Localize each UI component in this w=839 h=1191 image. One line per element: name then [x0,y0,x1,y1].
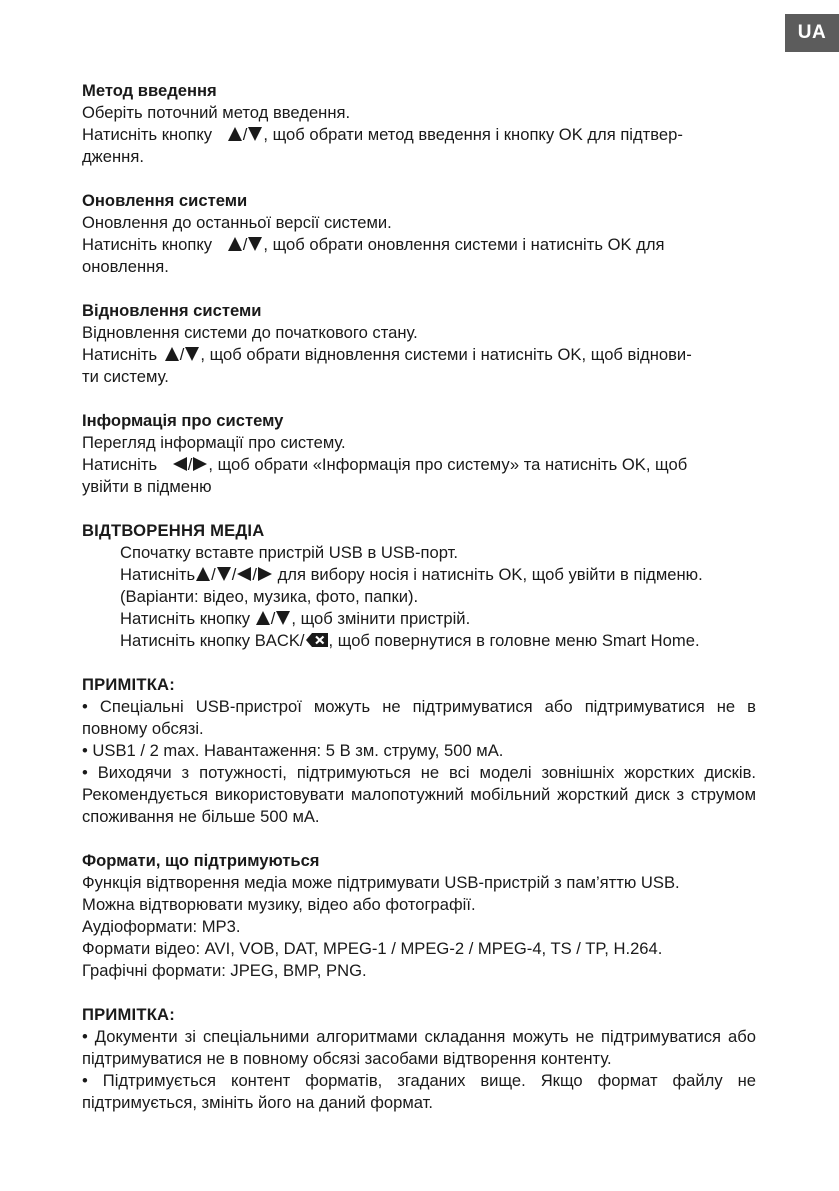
section-description: Оновлення до останньої версії системи. [82,213,392,232]
media-step-select [82,564,756,586]
format-line: Графічні формати: JPEG, BMP, PNG. [82,961,367,980]
down-arrow-icon [184,346,200,362]
section-title: Інформація про систему [82,411,284,430]
section-system-restore [82,300,756,388]
instruction-continuation: ти систему. [82,367,169,386]
up-arrow-icon [164,346,180,362]
section-title: Відновлення системи [82,301,262,320]
down-arrow-icon [216,566,232,582]
section-title: Формати, що підтримуються [82,851,320,870]
section-note-usb [82,674,756,828]
section-system-info [82,410,756,498]
note-item: • Виходячи з потужності, підтримуються не всі моделі зовнішніх жорстких дисків. Рекомендується використовувати малопотужний мобільний жорсткий диск з струмом споживання не більше 500 мА. [82,763,756,826]
instruction-text: , щоб обрати метод введення і кнопку OK для підтвер- [263,125,683,144]
instruction-text: , щоб обрати відновлення системи і натисніть OK, щоб віднови- [200,345,692,364]
section-title: ВІДТВОРЕННЯ МЕДІА [82,521,265,540]
slash-separator: / [270,609,276,628]
section-note-formats [82,1004,756,1114]
section-instruction [82,344,756,366]
left-arrow-icon [172,456,188,472]
right-arrow-icon [257,566,273,582]
slash-separator: / [187,455,193,474]
instruction-text: Натисніть кнопку [82,235,213,254]
section-supported-formats [82,850,756,982]
section-instruction [82,124,756,146]
format-line: Формати відео: AVI, VOB, DAT, MPEG-1 / MPEG-2 / MPEG-4, TS / TP, H.264. [82,939,663,958]
up-arrow-icon [227,126,243,142]
section-description: Відновлення системи до початкового стану. [82,323,418,342]
section-title: Оновлення системи [82,191,248,210]
instruction-continuation: увійти в підменю [82,477,212,496]
manual-content [82,80,756,1136]
slash-separator: / [242,235,248,254]
left-arrow-icon [236,566,252,582]
note-title: ПРИМІТКА: [82,675,175,694]
format-line: Можна відтворювати музику, відео або фотографії. [82,895,476,914]
section-instruction [82,234,756,256]
instruction-text: Натисніть [82,345,158,364]
section-description: Оберіть поточний метод введення. [82,103,351,122]
instruction-text: Натисніть [120,565,196,584]
instruction-text: Натисніть [82,455,158,474]
slash-separator: / [252,565,257,584]
instruction-text: для вибору носія і натисніть OK, щоб увійти в підменю. [277,565,703,584]
slash-separator: / [231,565,237,584]
instruction-continuation: оновлення. [82,257,169,276]
up-arrow-icon [255,610,271,626]
instruction-text: Натисніть кнопку [82,125,213,144]
down-arrow-icon [247,126,263,142]
language-tab: UA [785,14,839,52]
down-arrow-icon [247,236,263,252]
instruction-text: , щоб повернутися в головне меню Smart Home. [328,631,700,650]
note-item: • Документи зі спеціальними алгоритмами складання можуть не підтримуватися або підтримуватися не в повному обсязі засобами відтворення контенту. [82,1027,756,1068]
instruction-text: , щоб змінити пристрій. [291,609,471,628]
right-arrow-icon [192,456,208,472]
instruction-text: , щоб обрати оновлення системи і натисніть OK для [263,235,665,254]
media-step-insert: Спочатку вставте пристрій USB в USB-порт. [120,543,458,562]
down-arrow-icon [275,610,291,626]
instruction-continuation: дження. [82,147,144,166]
section-description: Перегляд інформації про систему. [82,433,346,452]
note-item: • Спеціальні USB-пристрої можуть не підтримуватися або підтримуватися не в повному обсязі. [82,697,756,738]
slash-separator: / [242,125,248,144]
instruction-text: Натисніть кнопку BACK/ [120,631,305,650]
slash-separator: / [179,345,185,364]
media-step-back [82,630,756,652]
slash-separator: / [211,565,216,584]
instruction-text: Натисніть кнопку [120,609,251,628]
media-step-options: (Варіанти: відео, музика, фото, папки). [120,587,419,606]
section-media-playback [82,520,756,652]
media-step-change-device [82,608,756,630]
section-input-method [82,80,756,168]
note-item: • USB1 / 2 max. Навантаження: 5 В зм. струму, 500 мА. [82,741,504,760]
up-arrow-icon [195,566,211,582]
up-arrow-icon [227,236,243,252]
instruction-text: , щоб обрати «Інформація про систему» та натисніть OK, щоб [208,455,688,474]
format-line: Функція відтворення медіа може підтримувати USB-пристрій з пам’яттю USB. [82,873,680,892]
backspace-icon [305,632,329,648]
section-instruction [82,454,756,476]
note-title: ПРИМІТКА: [82,1005,175,1024]
note-item: • Підтримується контент форматів, згаданих вище. Якщо формат файлу не підтримується, змініть його на даний формат. [82,1071,756,1112]
format-line: Аудіоформати: MP3. [82,917,241,936]
section-system-update [82,190,756,278]
section-title: Метод введення [82,81,217,100]
